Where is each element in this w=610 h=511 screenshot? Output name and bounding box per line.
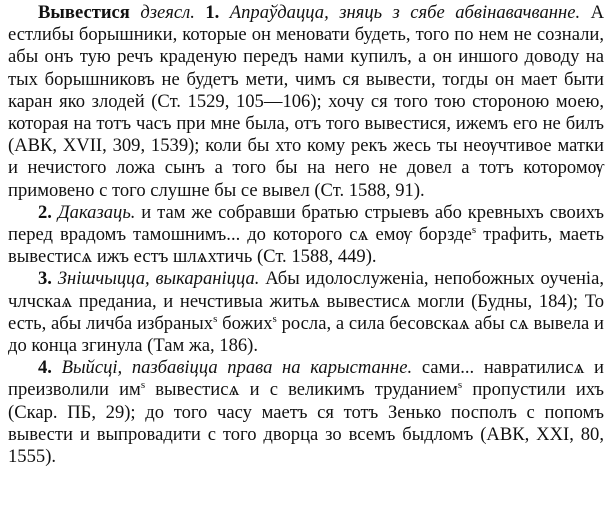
sense-citation-text: божих — [217, 312, 273, 334]
superscript-mark: s — [272, 312, 277, 325]
superscript-mark: s — [457, 379, 463, 392]
sense-definition-4: Выйсці, пазбавіцца права на карыстанне. — [51, 357, 413, 379]
entry-headword: Вывестися — [38, 2, 130, 23]
superscript-mark: s — [213, 312, 218, 325]
sense-citation-text: пропустили ихъ (Скар. ПБ, 29); до того часу маетъ ся тотъ Зенько посполъ с попомъ вывести и выпровадити с того дворца зо всемъ быдломъ (АВК, XXI, 80, 1555). — [8, 379, 604, 468]
sense-citation-text: Абы идолослуженіа, непобожных оученіа, члчскаѧ преданиа, и нечстивыа житьѧ вывестисѧ могли (Будны, 184); То есть, абы личба избраных — [8, 268, 605, 334]
part-of-speech-label: дзеясл. — [129, 2, 206, 23]
superscript-mark: s — [471, 224, 477, 237]
entry-paragraph-2 — [8, 202, 604, 269]
sense-definition-3: Знішчыцца, выкараніцца. — [51, 268, 260, 290]
sense-number-4: 4. — [38, 357, 52, 379]
sense-number-3: 3. — [38, 268, 52, 290]
entry-paragraph-4 — [8, 357, 604, 468]
entry-paragraph-1 — [8, 2, 604, 202]
sense-citations-1: А естлибы борышники, которые он меновати будеть, того по нем не сознали, абы онъ тую речъ краденую передъ нами купилъ, а он иншого доводу на тых борышниковъ не будетъ мети, чимъ ся вывести, тогды он мает быти каран яко злодей (Ст. 1529, 105—106); хочу ся того тою стороною моею, которая на тотъ часъ при мне была, отъ того вывестися, ижемъ его не билъ (АВК, XVII, 309, 1539); коли бы хто кому рекъ жесь ты неѹчтивое матки и нечистого ложа сынъ а того бы на него не довел а тотъ которомѹ примовено с того слушне бы се вывел (Ст. 1588, 91). — [8, 2, 605, 201]
sense-citation-text: росла, а сила бесовскаѧ абы сѧ вывела и до конца згинула (Там жа, 186). — [8, 312, 604, 357]
sense-citation-text: вывестисѧ и с великимъ труданием — [145, 379, 458, 401]
sense-citation-text: трафить, маеть вывестисѧ ижъ естъ шлѧхтичь (Ст. 1588, 449). — [8, 224, 604, 268]
sense-definition-2: Даказаць. — [51, 201, 136, 223]
sense-number-2: 2. — [38, 201, 52, 223]
superscript-mark: s — [140, 379, 146, 392]
entry-paragraph-3 — [8, 268, 604, 357]
sense-citation-text: сами... навратилисѧ и преизволили им — [8, 357, 604, 401]
sense-number-1: 1. — [205, 2, 220, 23]
sense-definition-1: Апраўдацца, зняць з сябе абвінавачванне. — [219, 2, 581, 23]
sense-citation-text: и там же собравши братью стрыевъ або кревныхъ своихъ перед врадомъ тамошнимъ... до которого сѧ емѹ борзде — [8, 201, 604, 246]
